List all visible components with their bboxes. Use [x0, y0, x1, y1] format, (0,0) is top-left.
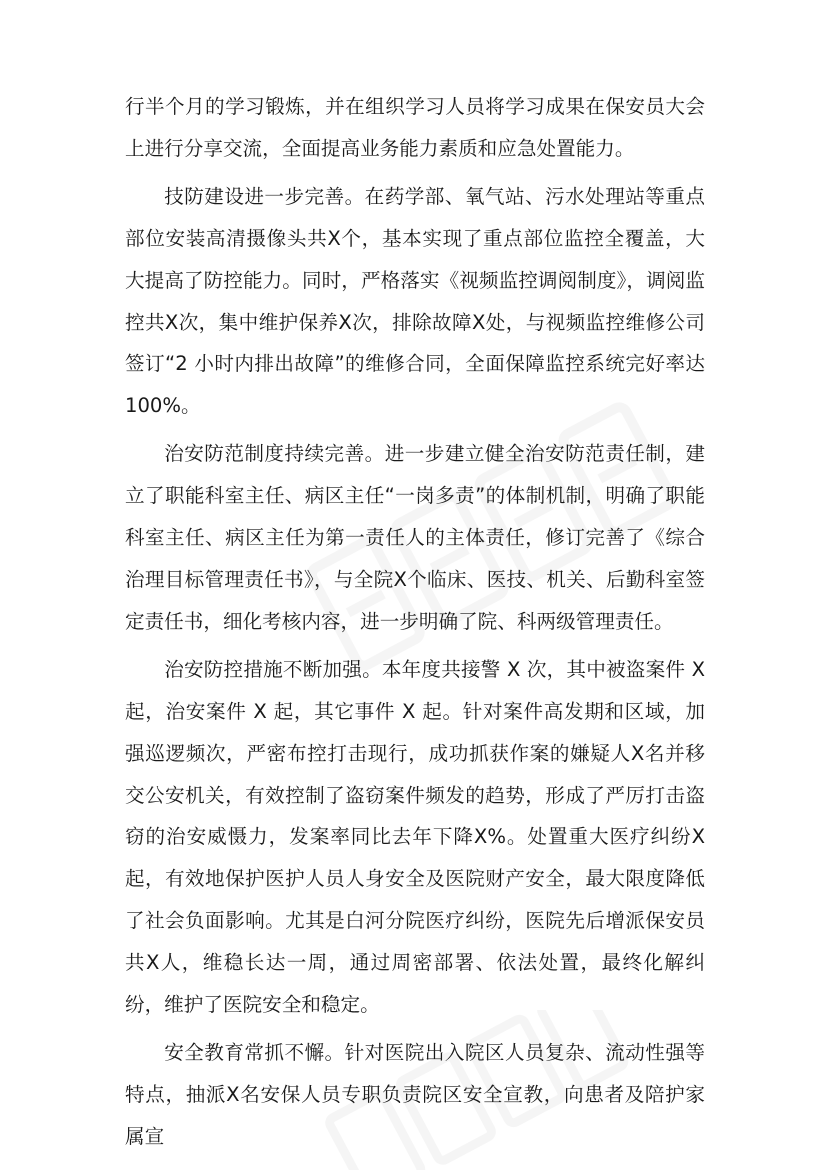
- paragraph-security-system: 治安防范制度持续完善。进一步建立健全治安防范责任制，建立了职能科室主任、病区主任“一岗多责”的体制机制，明确了职能科室主任、病区主任为第一责任人的主体责任，修订完善了《综合治理目标管理责任书》，与全院X个临床、医技、机关、后勤科室签定责任书，细化考核内容，进一步明确了院、科两级管理责任。: [125, 442, 705, 633]
- paragraph-1: 行半个月的学习锻炼，并在组织学习人员将学习成果在保安员大会上进行分享交流，全面提高业务能力素质和应急处置能力。: [125, 95, 705, 160]
- paragraph-safety-education: 安全教育常抓不懈。针对医院出入院区人员复杂、流动性强等特点，抽派X名安保人员专职负责院区安全宣教，向患者及陪护家属宣: [125, 1040, 705, 1148]
- document-body: [125, 86, 705, 1164]
- paragraph-security-measures: 治安防控措施不断加强。本年度共接警 X 次，其中被盗案件 X 起，治安案件 X 起，其它事件 X 起。针对案件高发期和区域，加强巡逻频次，严密布控打击现行，成功抓获作案的嫌疑人X名并移交公安机关，有效控制了盗窃案件频发的趋势，形成了严厉打击盗窃的治安威慑力，发案率同比去年下降X%。处置重大医疗纠纷X起，有效地保护医护人员人身安全及医院财产安全，最大限度降低了社会负面影响。尤其是白河分院医疗纠纷，医院先后增派保安员共X人，维稳长达一周，通过周密部署、依法处置，最终化解纠纷，维护了医院安全和稳定。: [125, 657, 705, 1017]
- paragraph-technical-defense: 技防建设进一步完善。在药学部、氧气站、污水处理站等重点部位安装高清摄像头共X个，基本实现了重点部位监控全覆盖，大大提高了防控能力。同时，严格落实《视频监控调阅制度》，调阅监控共X次，集中维护保养X次，排除故障X处，与视频监控维修公司签订“2 小时内排出故障”的维修合同，全面保障监控系统完好率达100%。: [125, 184, 705, 418]
